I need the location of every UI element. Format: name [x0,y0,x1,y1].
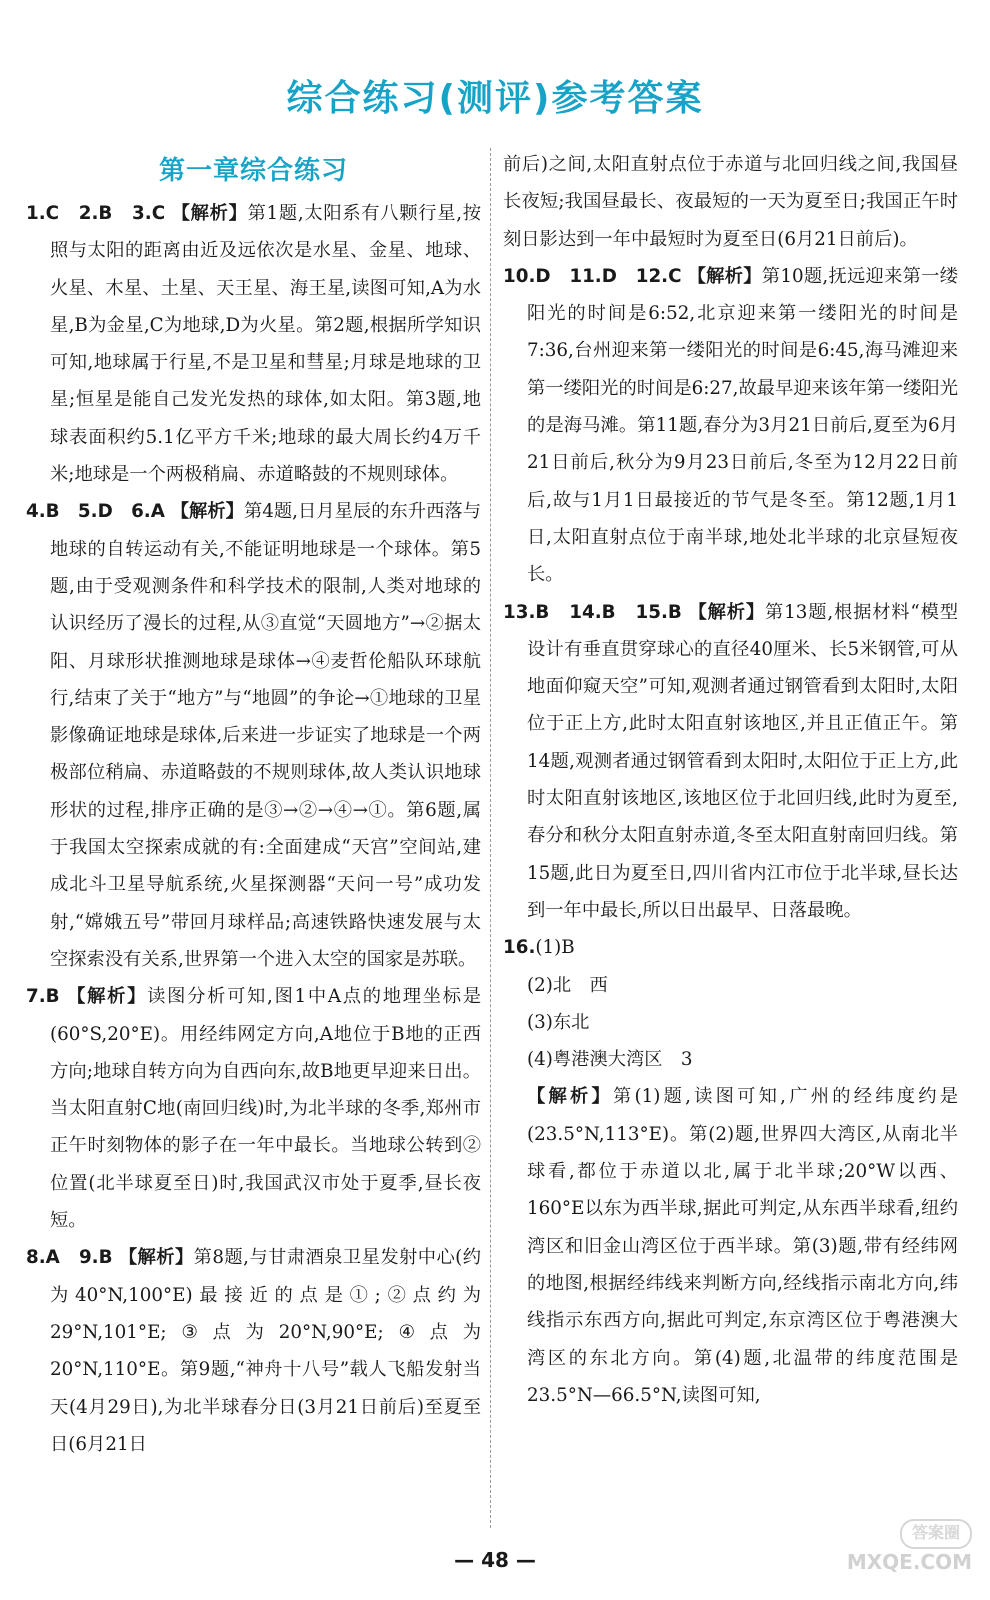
analysis-text: 第1题,太阳系有八颗行星,按照与太阳的距离由近及远依次是水星、金星、地球、火星、木星、土星、天王星、海王星,读图可知,A为水星,B为金星,C为地球,D为火星。第2题,根据所学知识可知,地球属于行星,不是卫星和彗星;月球是地球的卫星;恒星是能自己发光发热的球体,如太阳。第3题,地球表面积约5.1亿平方千米;地球的最大周长约4万千米;地球是一个两极稍扁、赤道略鼓的不规则球体。 [50,203,481,486]
analysis-tag: 【解析】 [688,601,765,623]
answer-numbers: 1.C 2.B 3.C [26,203,166,224]
answer-block-4-6 [26,493,481,978]
page-number: — 48 — [454,1548,536,1572]
sub-answer-4: (4)粤港澳大湾区 3 [527,1049,693,1071]
analysis-text: 读图分析可知,图1中A点的地理坐标是(60°S,20°E)。用经纬网定方向,A地位于B地的正西方向;地球自转方向为自西向东,故B地更早迎来日出。当太阳直射C地(南回归线)时,为北半球的冬季,郑州市正午时刻物体的影子在一年中最长。当地球公转到②位置(北半球夏至日)时,我国武汉市处于夏季,昼长夜短。 [50,986,482,1232]
watermark-line1: 答案圈 [900,1519,972,1549]
answer-numbers: 8.A 9.B [26,1247,113,1269]
answer-block-16 [503,929,958,966]
analysis-tag: 【解析】 [171,203,248,224]
sub-answer-2: (2)北 西 [527,974,608,996]
answer-numbers: 7.B [26,986,60,1008]
analysis-tag: 【解析】 [687,265,762,287]
answer-block-7 [26,978,481,1239]
watermark-logo [822,1518,972,1578]
analysis-tag: 【解析】 [170,501,244,523]
sub-answer-1: (1)B [535,937,575,959]
answer-block-9-continued: 前后)之间,太阳直射点位于赤道与北回归线之间,我国昼长夜短;我国昼最长、夜最短的一天为夏至日;我国正午时刻日影达到一年中最短时为夏至日(6月21日前后)。 [503,154,958,250]
sub-answer-3: (3)东北 [527,1011,590,1033]
right-column [503,146,958,1414]
analysis-text: 第8题,与甘肃酒泉卫星发射中心(约为40°N,100°E)最接近的点是①;②点约为29°N,101°E;③点为20°N,90°E;④点为20°N,110°E。第9题,“神舟十八号”载人飞船发射当天(4月29日),为北半球春分日(3月21日前后)至夏至日(6月21日 [50,1247,482,1455]
chapter-heading: 第一章综合练习 [158,156,348,186]
answer-block-8-9 [26,1239,481,1463]
answer-block-13-15 [503,594,958,930]
answer-block-1-3 [26,195,481,493]
answer-numbers: 10.D 11.D 12.C [503,265,682,287]
answer-numbers: 13.B 14.B 15.B [503,601,682,623]
column-divider [490,148,491,1528]
answer-block-10-12 [503,258,958,594]
answer-numbers: 4.B 5.D 6.A [26,501,165,523]
analysis-tag: 【解析】 [118,1247,194,1269]
analysis-text: 第13题,根据材料“模型设计有垂直贯穿球心的直径40厘米、长5米钢管,可从地面仰窥天空”可知,观测者通过钢管看到太阳时,太阳位于正上方,此时太阳直射该地区,并且正值正午。第14题,观测者通过钢管看到太阳时,太阳位于正上方,此时太阳直射该地区,该地区位于北回归线,此时为夏至,春分和秋分太阳直射赤道,冬至太阳直射南回归线。第15题,此日为夏至日,四川省内江市位于北半球,昼长达到一年中最长,所以日出最早、日落最晚。 [527,601,959,921]
page-title: 综合练习(测评)参考答案 [286,78,704,119]
analysis-text: 第(1)题,读图可知,广州的经纬度约是(23.5°N,113°E)。第(2)题,世界四大湾区,从南北半球看,都位于赤道以北,属于北半球;20°W以西、160°E以东为西半球,据此可判定,从东西半球看,纽约湾区和旧金山湾区位于西半球。第(3)题,带有经纬网的地图,根据经纬线来判断方向,经线指示南北方向,纬线指示东西方向,据此可判定,东京湾区位于粤港澳大湾区的东北方向。第(4)题,北温带的纬度范围是23.5°N—66.5°N,读图可知, [527,1086,958,1406]
analysis-tag: 【解析】 [67,986,148,1008]
analysis-text: 第4题,日月星辰的东升西落与地球的自转运动有关,不能证明地球是一个球体。第5题,由于受观测条件和科学技术的限制,人类对地球的认识经历了漫长的过程,从③直觉“天圆地方”→②据太阳、月球形状推测地球是球体→④麦哲伦船队环球航行,结束了关于“地方”与“地圆”的争论→①地球的卫星影像确证地球是球体,后来进一步证实了地球是一个两极部位稍扁、赤道略鼓的不规则球体,故人类认识地球形状的过程,排序正确的是③→②→④→①。第6题,属于我国太空探索成就的有:全面建成“天宫”空间站,建成北斗卫星导航系统,火星探测器“天问一号”成功发射,“嫦娥五号”带回月球样品;高速铁路快速发展与太空探索没有关系,世界第一个进入太空的国家是苏联。 [50,501,481,970]
left-column [26,146,481,1463]
watermark-line2: MXQE.COM [846,1550,972,1574]
analysis-16 [503,1078,958,1414]
answer-numbers: 16. [503,937,536,959]
analysis-text: 第10题,抚远迎来第一缕阳光的时间是6:52,北京迎来第一缕阳光的时间是7:36,台州迎来第一缕阳光的时间是6:45,海马滩迎来第一缕阳光的时间是6:27,故最早迎来该年第一缕阳光的是海马滩。第11题,春分为3月21日前后,夏至为6月21日前后,秋分为9月23日前后,冬至为12月22日前后,故与1月1日最接近的节气是冬至。第12题,1月1日,太阳直射点位于南半球,地处北半球的北京昼短夜长。 [527,265,959,586]
analysis-tag: 【解析】 [527,1086,614,1108]
